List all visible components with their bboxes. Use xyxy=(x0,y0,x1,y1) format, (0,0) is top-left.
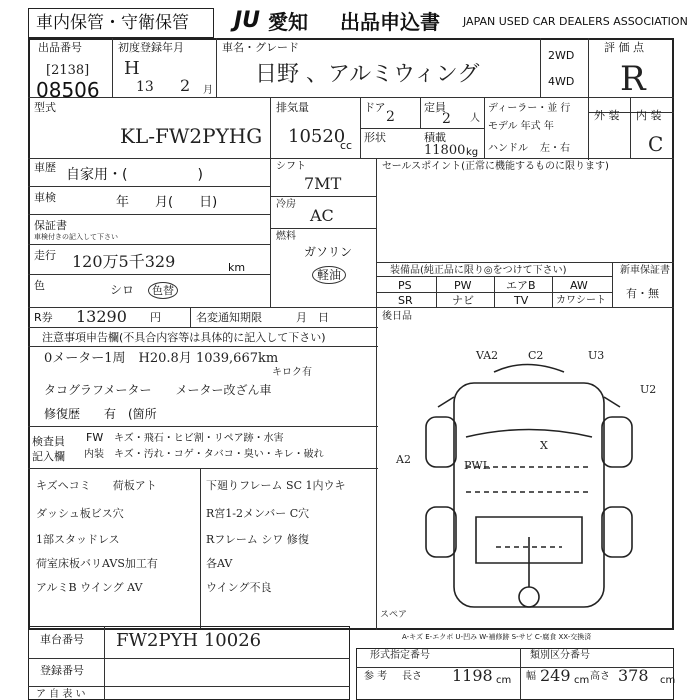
height-value: 378 xyxy=(618,666,649,685)
color-value: シロ xyxy=(110,283,135,297)
reg-label: 初度登録年月 xyxy=(118,41,184,54)
diagram-label-u2: U2 xyxy=(640,383,657,396)
interior-label: 内 装 xyxy=(636,109,662,122)
bottom-hint: ア 自 表 い xyxy=(36,689,86,700)
equip-navi: ナビ xyxy=(452,294,474,307)
inspector-fw-items: キズ・飛石・ヒビ割・リペア跡・水害 xyxy=(114,433,284,444)
color-change: 色替 xyxy=(148,282,178,299)
equip-kawaseat: カワシート xyxy=(556,295,606,306)
diagram-label-pwl: PWL xyxy=(464,459,491,472)
inspector-interior: 内装 xyxy=(84,449,104,460)
lot-code: [2138] xyxy=(46,63,90,78)
shift-value: 7MT xyxy=(304,174,342,193)
dealer-label: ディーラー・並 行 xyxy=(488,103,571,114)
notes-line-3: タコグラフメーター メーター改ざん車 xyxy=(44,383,272,397)
r-unit: 円 xyxy=(150,311,161,324)
disp-label: 排気量 xyxy=(276,101,309,114)
diagram-label-va2: VA2 xyxy=(476,349,499,362)
tax-label: 名変通知期限 xyxy=(196,311,262,324)
tax-date: 月 日 xyxy=(296,311,329,324)
reg-era: H xyxy=(124,58,140,79)
width-label: 幅 xyxy=(526,671,536,682)
exterior-label: 外 装 xyxy=(594,109,620,122)
shape-label: 形状 xyxy=(364,131,386,144)
inspector-note-7: R宮1-2メンバー C穴 xyxy=(206,507,310,520)
type-label: 型式 xyxy=(34,101,56,114)
ac-value: AC xyxy=(310,206,334,225)
color-label: 色 xyxy=(34,279,45,292)
door-label: ドア xyxy=(364,101,386,114)
load-label: 積載 xyxy=(424,131,446,144)
reg-month-unit: 月 xyxy=(203,85,213,96)
inspector-note-8: Rフレーム シワ 修復 xyxy=(206,533,309,546)
height-unit: cm xyxy=(660,675,676,686)
equip-airbag: エアB xyxy=(506,279,536,292)
org-name: 愛知 xyxy=(268,10,308,34)
inspector-note-9: 各AV xyxy=(206,557,233,570)
handle-label: ハンドル xyxy=(488,143,528,154)
cap-unit: 人 xyxy=(470,113,480,124)
disp-unit: cc xyxy=(340,139,353,152)
diagram-label-a2: A2 xyxy=(396,453,411,466)
warranty-label: 保証書 xyxy=(34,219,67,232)
r-label: R券 xyxy=(34,311,53,324)
width-unit: cm xyxy=(574,675,590,686)
class-sub: 類別区分番号 xyxy=(530,650,590,661)
storage-label: 車内保管・守衛保管 xyxy=(36,13,189,33)
type-value: KL-FW2PYHG xyxy=(120,124,263,148)
equip-aw: AW xyxy=(570,279,588,292)
diagram-label-x: X xyxy=(540,439,548,452)
mileage-label: 走行 xyxy=(34,249,56,262)
equip-ps: PS xyxy=(398,279,412,292)
inspector-note-6: 下廻りフレーム SC 1内ウキ xyxy=(206,479,346,492)
grade-value: R xyxy=(620,59,646,99)
vehicle-damage-diagram xyxy=(376,327,674,627)
reg-year: 13 xyxy=(136,79,154,95)
chassis-value: FW2PYH 10026 xyxy=(116,630,262,651)
cap-value: 2 xyxy=(442,111,451,127)
diagram-label-c2: C2 xyxy=(528,349,544,362)
diagram-label-spare: スペア xyxy=(380,610,408,620)
model-label: 車名・グレード xyxy=(222,41,299,54)
org-english: JAPAN USED CAR DEALERS ASSOCIATION xyxy=(463,15,688,28)
width-value: 249 xyxy=(540,666,571,685)
grade-label: 評 価 点 xyxy=(604,41,644,54)
notes-header: 注意事項申告欄(不具合内容等は具体的に記入して下さい) xyxy=(42,331,326,344)
drive-4wd: 4WD xyxy=(548,75,575,88)
inspector-note-10: ウイング不良 xyxy=(206,581,272,594)
fuel-label: 燃料 xyxy=(276,231,296,242)
inspector-note-4: 荷室床板バリAVS加工有 xyxy=(36,557,158,570)
fuel-value-2: 軽油 xyxy=(312,266,346,284)
inspector-label: 検査員 記入欄 xyxy=(32,435,65,463)
r-value: 13290 xyxy=(76,307,127,326)
notes-after-label: 後日品 xyxy=(382,311,412,322)
inspector-note-3: 1部スタッドレス xyxy=(36,533,120,546)
notes-line-4: 修復歴 有 (箇所 xyxy=(44,407,157,421)
chassis-label: 車台番号 xyxy=(40,633,84,646)
disp-value: 10520 xyxy=(288,126,346,147)
warranty-note: 車検付きの記入して下さい xyxy=(34,233,118,241)
load-unit: kg xyxy=(466,147,479,158)
equip-tv: TV xyxy=(514,294,529,307)
ac-label: 冷房 xyxy=(276,199,296,210)
inspector-fw: FW xyxy=(86,431,104,444)
fuel-value: ガソリン xyxy=(304,245,353,259)
ju-logo: JU xyxy=(234,8,261,33)
drive-2wd: 2WD xyxy=(548,49,575,62)
selling-label: セールスポイント(正常に機能するものに限ります) xyxy=(382,161,609,172)
model-value: 日野 、アルミウィング xyxy=(255,62,480,87)
inspection-label: 車検 xyxy=(34,191,56,204)
cap-label: 定員 xyxy=(424,101,446,114)
lot-label: 出品番号 xyxy=(38,41,82,54)
form-title: 出品申込書 xyxy=(340,10,440,34)
equip-sr: SR xyxy=(398,294,413,307)
new-warranty-label: 新車保証書 xyxy=(620,265,670,276)
reg-month: 2 xyxy=(180,76,191,95)
height-label: 高さ xyxy=(590,671,610,682)
inspector-interior-items: キズ・汚れ・コゲ・タバコ・臭い・キレ・破れ xyxy=(114,449,324,460)
length-value: 1198 xyxy=(452,666,493,685)
length-label: 長さ xyxy=(402,671,422,682)
history-value: 自家用・( ) xyxy=(66,167,203,183)
lot-number: 08506 xyxy=(36,78,100,102)
inspector-note-2: ダッシュ板ビス穴 xyxy=(36,507,124,520)
inspector-note-5: アルミB ウイング AV xyxy=(36,581,143,594)
reg-number-label: 登録番号 xyxy=(40,664,84,677)
equip-pw: PW xyxy=(454,279,472,292)
model-year-label: モデル 年式 年 xyxy=(488,121,554,132)
notes-line-1: 0メーター1周 H20.8月 1039,667km xyxy=(44,351,279,366)
diagram-legend: A-キズ E-エクボ U-凹み W-補修跡 S-サビ C-腐食 XX-交換済 xyxy=(402,633,592,641)
mileage-unit: km xyxy=(228,261,246,274)
equip-label: 装備品(純正品に限り◎をつけて下さい) xyxy=(390,265,567,276)
door-value: 2 xyxy=(386,109,395,125)
diagram-label-u3: U3 xyxy=(588,349,605,362)
interior-value: C xyxy=(648,132,664,156)
notes-line-2: キロク有 xyxy=(272,367,312,378)
handle-value: 左・右 xyxy=(540,143,570,154)
new-warranty-value: 有・無 xyxy=(626,287,659,300)
shift-label: シフト xyxy=(276,161,306,172)
mileage-value: 120万5千329 xyxy=(72,252,176,271)
class-ref: 参 考 xyxy=(364,671,388,682)
load-value: 11800 xyxy=(424,143,466,158)
inspection-value: 年 月( 日) xyxy=(116,195,218,210)
inspector-note-1: キズヘコミ 荷板アト xyxy=(36,479,157,492)
class-label: 形式指定番号 xyxy=(370,650,430,661)
length-unit: cm xyxy=(496,675,512,686)
history-label: 車歴 xyxy=(34,161,56,174)
